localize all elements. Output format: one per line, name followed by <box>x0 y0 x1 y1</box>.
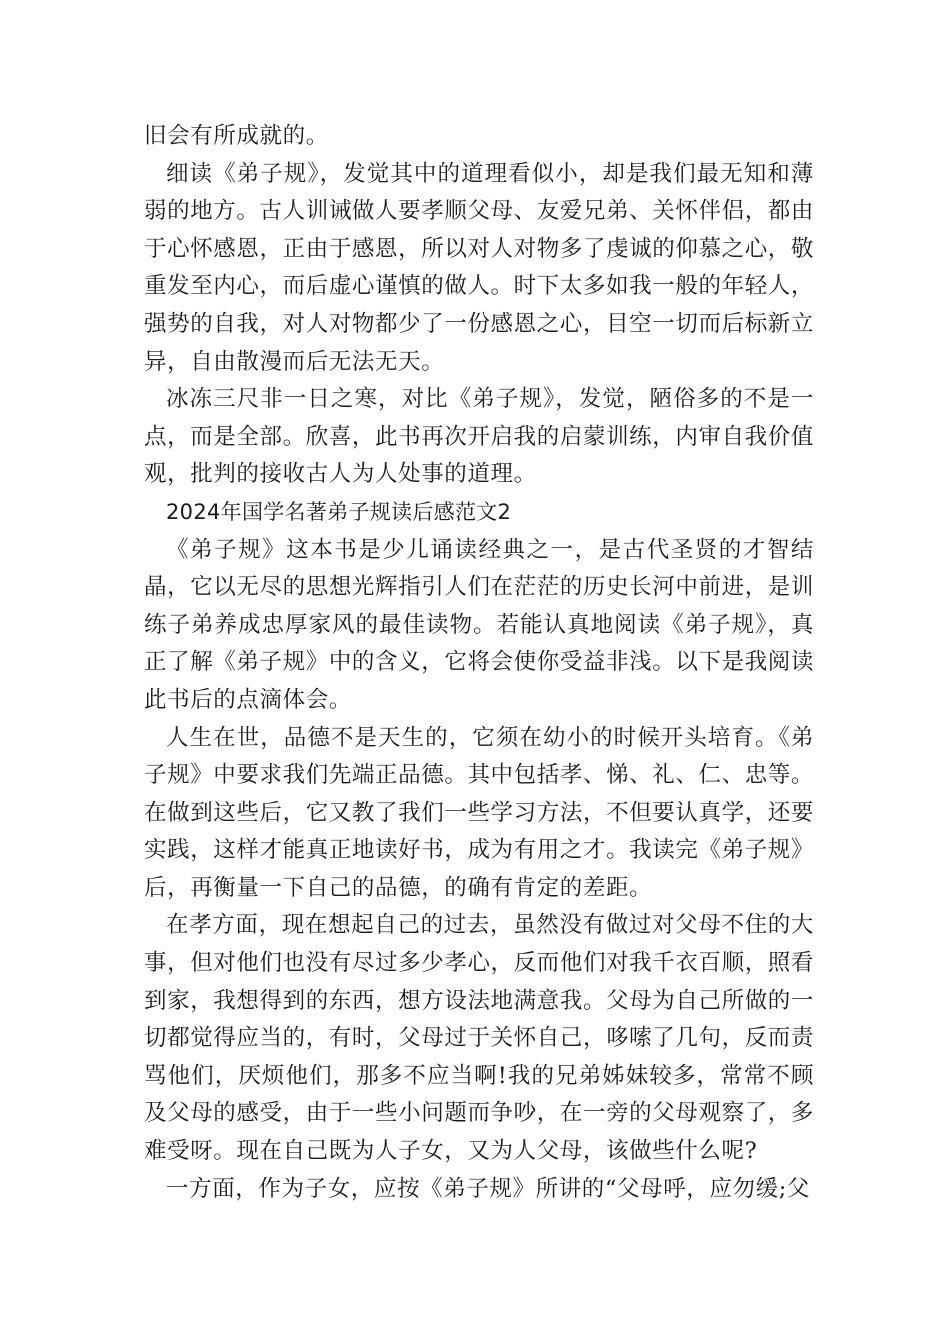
paragraph-moral-character: 人生在世，品德不是天生的，它须在幼小的时候开头培育。《弟子规》中要求我们先端正品德。其中包括孝、悌、礼、仁、忠等。在做到这些后，它又教了我们一些学习方法，不但要认真学，还要实践，这样才能真正地读好书，成为有用之才。我读完《弟子规》后，再衡量一下自己的品德，的确有肯定的差距。 <box>144 724 814 901</box>
paragraph-self-examination: 冰冻三尺非一日之寒，对比《弟子规》，发觉，陋俗多的不是一点，而是全部。欣喜，此书再次开启我的启蒙训练，内审自我价值观，批判的接收古人为人处事的道理。 <box>144 386 814 488</box>
paragraph-reading-reflection: 细读《弟子规》，发觉其中的道理看似小，却是我们最无知和薄弱的地方。古人训诫做人要孝顺父母、友爱兄弟、关怀伴侣，都由于心怀感恩，正由于感恩，所以对人对物多了虔诚的仰慕之心，敬重发至内心，而后虚心谨慎的做人。时下太多如我一般的年轻人，强势的自我，对人对物都少了一份感恩之心，目空一切而后标新立异，自由散漫而后无法无天。 <box>144 160 814 375</box>
paragraph-as-children: 一方面，作为子女，应按《弟子规》所讲的“父母呼，应勿缓;父 <box>166 1175 810 1202</box>
document-body <box>144 118 814 1208</box>
paragraph-filial-piety: 在孝方面，现在想起自己的过去，虽然没有做过对父母不住的大事，但对他们也没有尽过多少孝心，反而他们对我千衣百顺，照看到家，我想得到的东西，想方设法地满意我。父母为自己所做的一切都觉得应当的，有时，父母过于关怀自己，哆嗦了几句，反而责骂他们，厌烦他们，那多不应当啊!我的兄弟姊妹较多，常常不顾及父母的感受，由于一些小问题而争吵，在一旁的父母观察了，多难受呀。现在自己既为人子女，又为人父母，该做些什么呢? <box>144 912 814 1165</box>
paragraph-book-introduction: 《弟子规》这本书是少儿诵读经典之一，是古代圣贤的才智结晶，它以无尽的思想光辉指引人们在茫茫的历史长河中前进，是训练子弟养成忠厚家风的最佳读物。若能认真地阅读《弟子规》，真正了解《弟子规》中的含义，它将会使你受益非浅。以下是我阅读此书后的点滴体会。 <box>144 536 814 713</box>
paragraph-continuation: 旧会有所成就的。 <box>144 123 329 149</box>
section-heading: 2024年国学名著弟子规读后感范文2 <box>166 499 512 524</box>
